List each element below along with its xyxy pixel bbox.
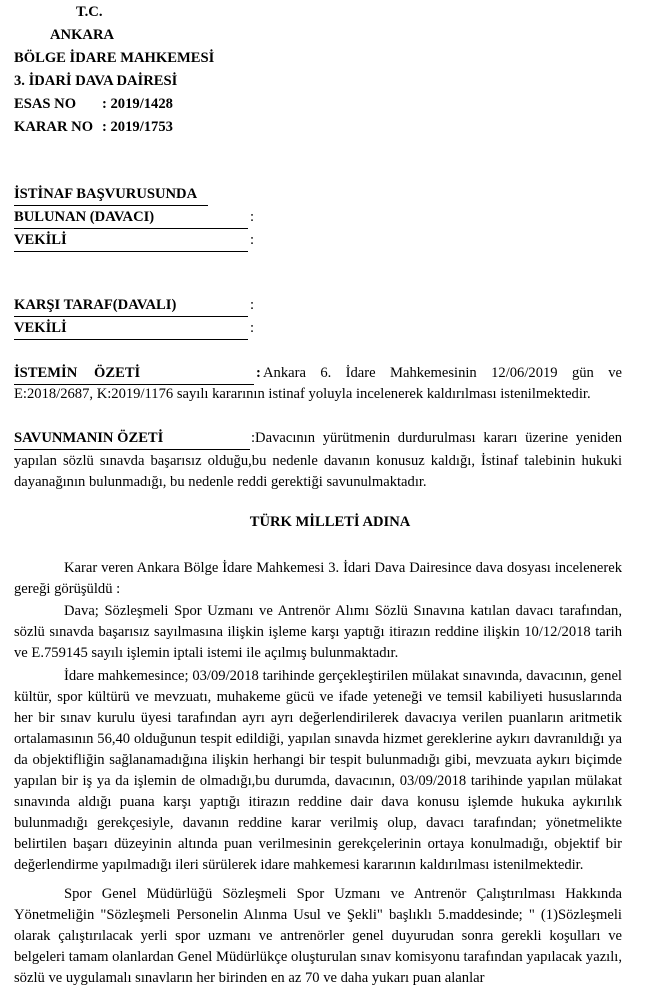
underline [14, 228, 248, 229]
paragraph-3 [14, 666, 622, 876]
header-tc: T.C. [76, 4, 103, 20]
vekili-label-1: VEKİLİ [14, 232, 67, 248]
colon: : [250, 209, 255, 225]
karar-label: KARAR NO [14, 119, 94, 135]
karsi-taraf-label: KARŞI TARAF(DAVALI) [14, 297, 177, 313]
savunma-text-rest: yapılan sözlü sınavda başarısız olduğu,bu nedenle davanın konusuz kaldığı, İstinaf talebinin hukuki dayanağının bulunmadığı, bu nedenle reddi gerektiği savunulmaktadır. [14, 453, 622, 490]
paragraph-2 [14, 601, 622, 664]
istemin-text-line1: Ankara 6. İdare Mahkemesinin 12/06/2019 gün ve [263, 365, 622, 381]
header-chamber: 3. İDARİ DAVA DAİRESİ [14, 73, 178, 89]
colon: : [250, 232, 255, 248]
paragraph-text: Spor Genel Müdürlüğü Sözleşmeli Spor Uzmanı ve Antrenör Çalıştırılması Hakkında Yönetmeliğin "Sözleşmeli Personelin Alınma Usul ve Şekli" başlıklı 5.maddesinde; " (1)Sözleşmeli olarak çalıştırılacak yerli spor uzmanı ve antrenörler genel duyurudan sonra gerekli koşulları ve belgeleri tamam olanlardan Genel Müdürlükçe oluşturulan sınav komisyonu tarafından yapılacak yazılı, sözlü ve uygulamalı sınavların her birinden en az 70 ve daha yukarı puan alanlar [14, 886, 622, 986]
header-city: ANKARA [50, 27, 115, 43]
underline [14, 251, 248, 252]
esas-value: : 2019/1428 [102, 96, 173, 112]
appeal-label-line2: BULUNAN (DAVACI) [14, 209, 155, 225]
underline [14, 316, 248, 317]
underline [14, 339, 248, 340]
esas-label: ESAS NO [14, 96, 77, 112]
paragraph-text: Karar veren Ankara Bölge İdare Mahkemesi 3. İdari Dava Dairesince dava dosyası incelenerek gereği görüşüldü : [14, 560, 622, 597]
document-title: TÜRK MİLLETİ ADINA [249, 514, 411, 530]
appeal-label-line1: İSTİNAF BAŞVURUSUNDA [14, 186, 198, 202]
ozeti-label: ÖZETİ [94, 365, 141, 381]
colon: : [250, 297, 255, 313]
underline [14, 449, 250, 450]
paragraph-4 [14, 884, 622, 989]
savunma-text-line1: :Davacının yürütmenin durdurulması kararı üzerine yeniden [251, 430, 622, 446]
savunma-label: SAVUNMANIN ÖZETİ [14, 430, 164, 446]
underline [14, 384, 254, 385]
underline [14, 205, 208, 206]
karar-value: : 2019/1753 [102, 119, 173, 135]
colon: : [256, 365, 261, 381]
paragraph-text: Dava; Sözleşmeli Spor Uzmanı ve Antrenör Alımı Sözlü Sınavına katılan davacı tarafından, sözlü sınavda başarısız sayılmasına ilişkin işleme karşı yaptığı itirazın reddine ilişkin 10/12/2018 tarih ve E.759145 sayılı işlemin iptali istemi ile açılmış bulunmaktadır. [14, 603, 622, 661]
paragraph-text: İdare mahkemesince; 03/09/2018 tarihinde gerçekleştirilen mülakat sınavında, davacının, genel kültür, spor kültürü ve mevzuatı, muhakeme gücü ve ifade yeteneği ve temsil kabiliyeti hususlarında her bir sınav kurulu üyesi tarafından ayrı ayrı değerlendirilerek davacıya verilen puanların aritmetik ortalamasının 56,40 olduğunun tespit edildiği, yapılan sınavda hizmet gereklerine aykırı davranıldığı ya da objektifliğin sağlanamadığına ilişkin herhangi bir tespit bulunmadığı gibi, mevzuata aykırı biçimde yapılan bir iş ya da işlemin de olmadığı,bu durumda, davacının, 03/09/2018 tarihinde yapılan mülakat sınavında aldığı puana karşı yaptığı itirazın reddine dair dava konusu işlemde hukuka aykırılık bulunmadığı gerekçesiyle, davanın reddine karar verilmiş olup, davacı tarafından; yönetmelikte belirtilen başarı düzeyinin altında puan verilmesinin gerekçelerinin ortaya konulmadığı, objektif bir değerlendirme yapılmadığı ileri sürülerek idare mahkemesi kararının kaldırılması istenilmektedir. [14, 668, 622, 873]
istemin-label: İSTEMİN [14, 365, 78, 381]
paragraph-1 [14, 558, 622, 600]
header-court: BÖLGE İDARE MAHKEMESİ [14, 50, 215, 66]
vekili-label-2: VEKİLİ [14, 320, 67, 336]
colon: : [250, 320, 255, 336]
istemin-text-line2: E:2018/2687, K:2019/1176 sayılı kararının istinaf yoluyla incelenerek kaldırılması istenilmektedir. [14, 386, 591, 402]
